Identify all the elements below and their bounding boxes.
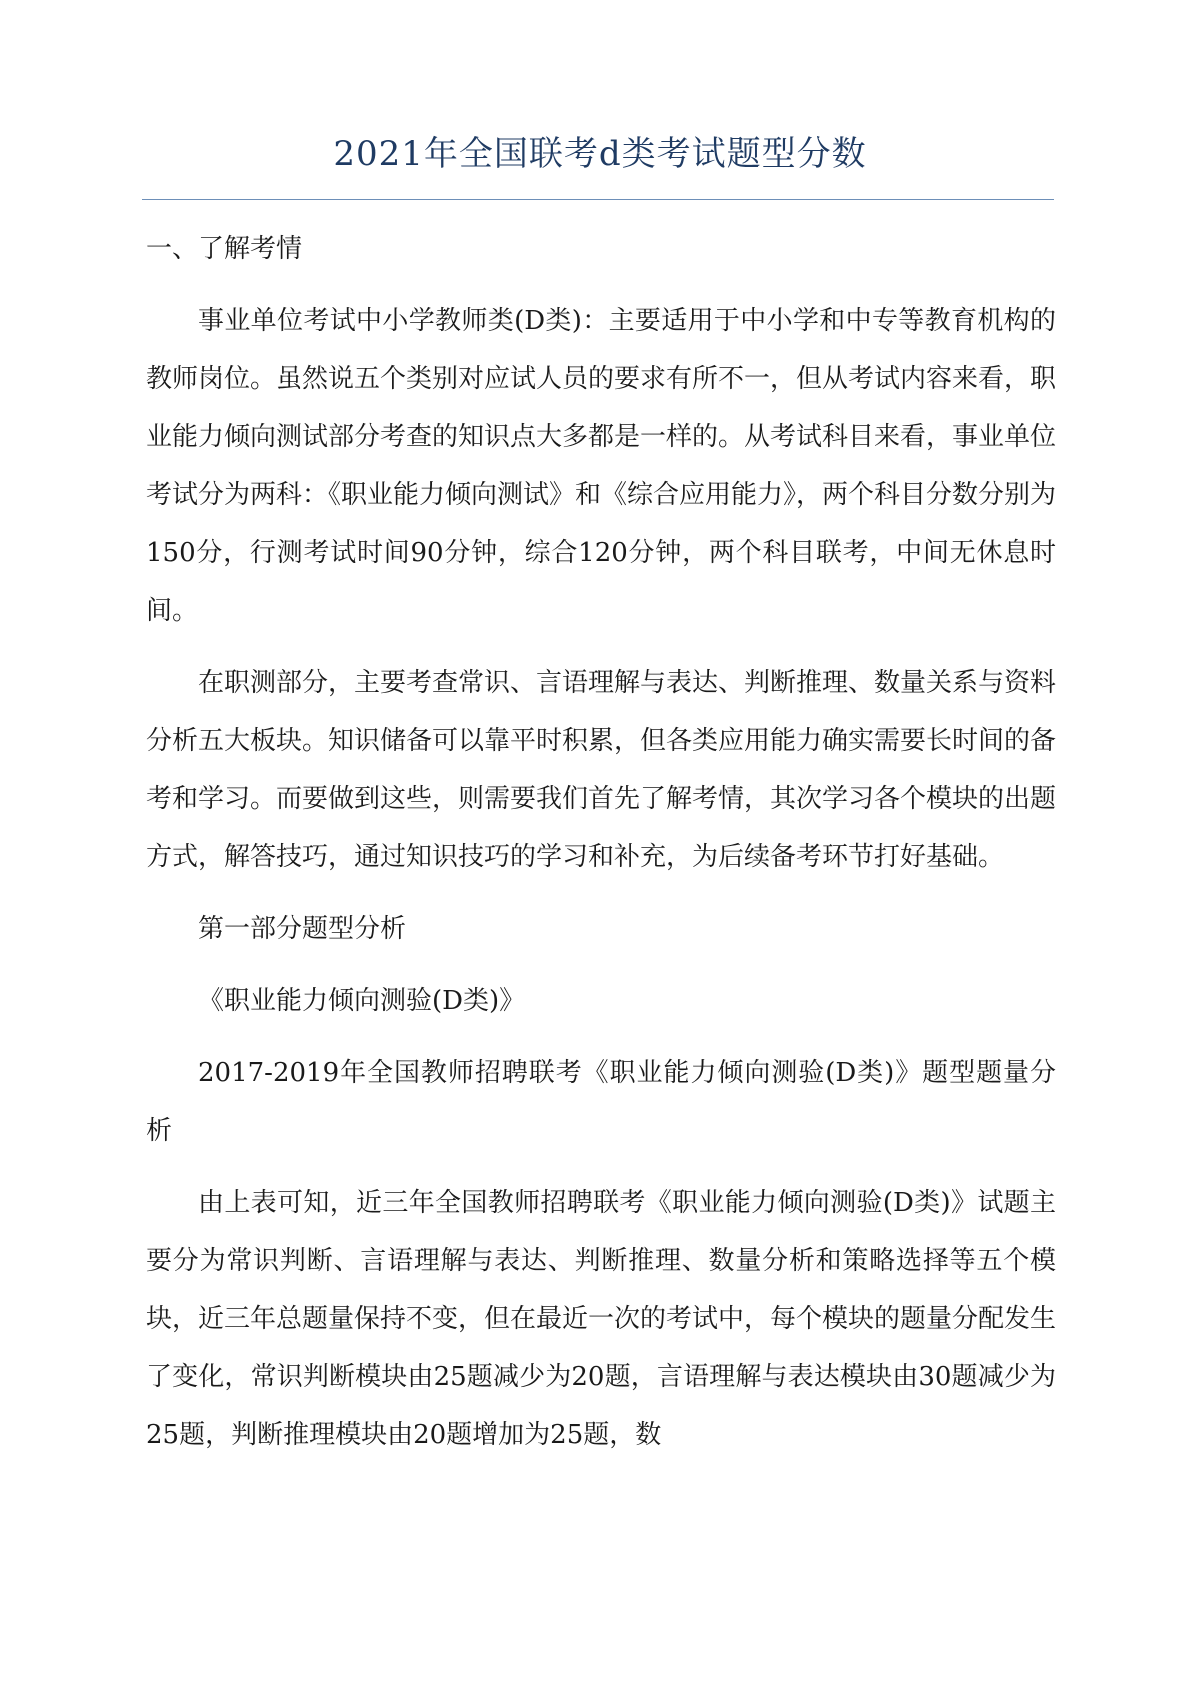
paragraph-analysis-summary: 由上表可知，近三年全国教师招聘联考《职业能力倾向测验(D类)》试题主要分为常识判断、言语理解与表达、判断推理、数量分析和策略选择等五个模块，近三年总题量保持不变，但在最近一次的考试中，每个模块的题量分配发生了变化，常识判断模块由25题减少为20题，言语理解与表达模块由30题减少为25题，判断推理模块由20题增加为25题，数: [146, 1188, 1057, 1450]
paragraph-analysis-title: 2017-2019年全国教师招聘联考《职业能力倾向测验(D类)》题型题量分析: [146, 1058, 1056, 1146]
document-title: 2021年全国联考d类考试题型分数: [333, 134, 867, 174]
subheading-test-name: 《职业能力倾向测验(D类)》: [198, 986, 526, 1016]
subheading-part-one: 第一部分题型分析: [198, 914, 407, 944]
title-divider: [142, 199, 1054, 200]
paragraph-test-content: 在职测部分，主要考查常识、言语理解与表达、判断推理、数量关系与资料分析五大板块。知识储备可以靠平时积累，但各类应用能力确实需要长时间的备考和学习。而要做到这些，则需要我们首先了解考情，其次学习各个模块的出题方式，解答技巧，通过知识技巧的学习和补充，为后续备考环节打好基础。: [146, 668, 1057, 872]
document-body: [146, 220, 1056, 1464]
section-heading: 一、了解考情: [146, 234, 303, 264]
paragraph-exam-overview: 事业单位考试中小学教师类(D类)：主要适用于中小学和中专等教育机构的教师岗位。虽然说五个类别对应试人员的要求有所不一，但从考试内容来看，职业能力倾向测试部分考查的知识点大多都是一样的。从考试科目来看，事业单位考试分为两科：《职业能力倾向测试》和《综合应用能力》，两个科目分数分别为150分，行测考试时间90分钟，综合120分钟，两个科目联考，中间无休息时间。: [146, 306, 1057, 626]
